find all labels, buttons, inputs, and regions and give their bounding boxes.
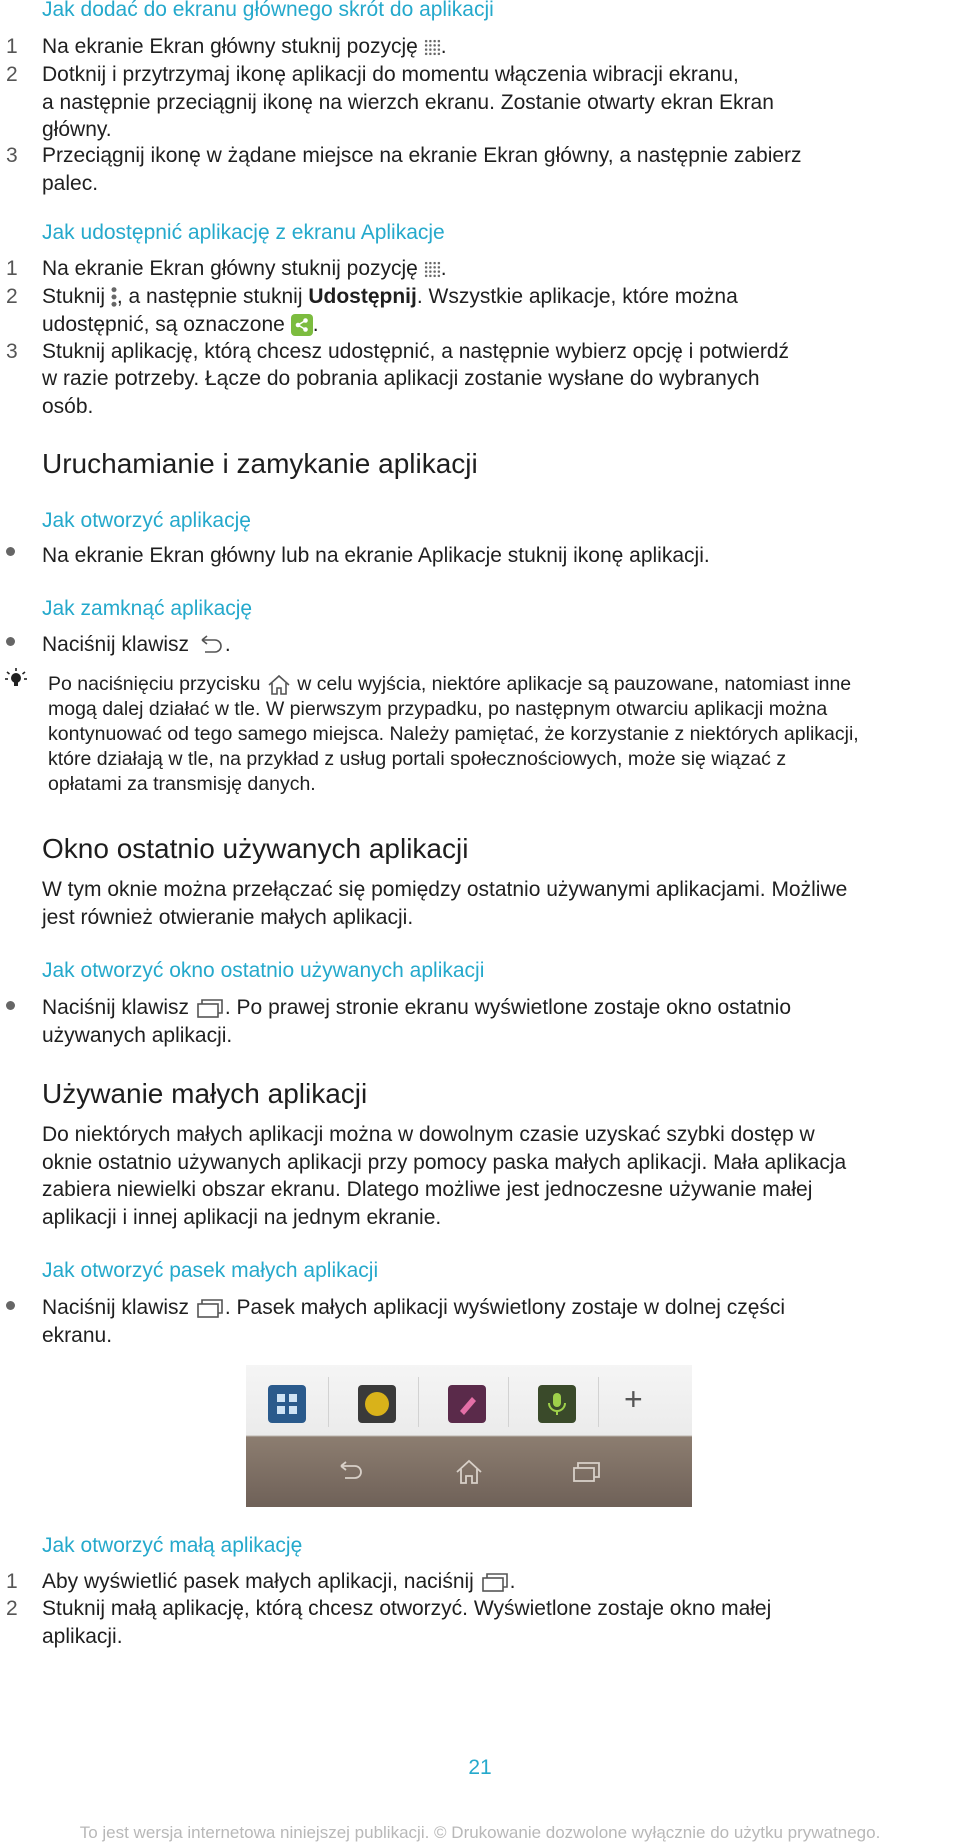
step-number: 2 xyxy=(6,63,18,86)
heading-add-shortcut: Jak dodać do ekranu głównego skrót do aplikacji xyxy=(42,0,494,21)
step-text: Stuknij , a następnie stuknij Udostępnij. Wszystkie aplikacje, które można xyxy=(42,285,738,308)
paragraph: aplikacji i innej aplikacji na jednym ekranie. xyxy=(42,1206,442,1229)
step-text: Na ekranie Ekran główny stuknij pozycję . xyxy=(42,35,447,58)
back-key-icon[interactable] xyxy=(334,1460,366,1484)
step-text: a następnie przeciągnij ikonę na wierzch ekranu. Zostanie otwarty ekran Ekran xyxy=(42,91,774,114)
timer-app-icon[interactable] xyxy=(358,1385,396,1423)
step-number: 3 xyxy=(6,340,18,363)
bullet-text: Na ekranie Ekran główny lub na ekranie Aplikacje stuknij ikonę aplikacji. xyxy=(42,544,710,567)
section-title-launch-close: Uruchamianie i zamykanie aplikacji xyxy=(42,448,478,479)
step-number: 1 xyxy=(6,257,18,280)
notes-app-icon[interactable] xyxy=(448,1385,486,1423)
step-number: 3 xyxy=(6,144,18,167)
recent-apps-key-icon[interactable] xyxy=(571,1460,603,1484)
voice-recorder-app-icon[interactable] xyxy=(538,1385,576,1423)
back-key-icon xyxy=(195,634,225,656)
step-text: Aby wyświetlić pasek małych aplikacji, naciśnij . xyxy=(42,1570,516,1593)
bullet-dot xyxy=(6,637,15,646)
step-text: palec. xyxy=(42,172,99,195)
step-text: udostępnić, są oznaczone . xyxy=(42,313,319,336)
share-icon xyxy=(291,314,313,336)
paragraph: oknie ostatnio używanych aplikacji przy pomocy paska małych aplikacji. Mała aplikacja xyxy=(42,1151,847,1174)
heading-close-app: Jak zamknąć aplikację xyxy=(42,597,253,620)
heading-open-recent: Jak otworzyć okno ostatnio używanych aplikacji xyxy=(42,959,485,982)
heading-open-app: Jak otworzyć aplikację xyxy=(42,509,251,532)
add-small-app-button[interactable]: + xyxy=(624,1381,643,1417)
bullet-text: Naciśnij klawisz . xyxy=(42,633,231,656)
bullet-text: Naciśnij klawisz . Pasek małych aplikacji wyświetlony zostaje w dolnej części xyxy=(42,1296,786,1319)
step-number: 1 xyxy=(6,1570,18,1593)
heading-open-small-app: Jak otworzyć małą aplikację xyxy=(42,1534,303,1557)
paragraph: zabiera niewielki obszar ekranu. Dlatego możliwe jest jednoczesne używanie małej xyxy=(42,1178,813,1201)
apps-grid-icon xyxy=(424,39,441,56)
heading-open-small-apps-bar: Jak otworzyć pasek małych aplikacji xyxy=(42,1259,379,1282)
paragraph: jest również otwieranie małych aplikacji. xyxy=(42,906,414,929)
step-number: 2 xyxy=(6,1597,18,1620)
step-text: Dotknij i przytrzymaj ikonę aplikacji do momentu włączenia wibracji ekranu, xyxy=(42,63,739,86)
small-apps-bar-screenshot xyxy=(246,1365,692,1507)
section-title-small-apps: Używanie małych aplikacji xyxy=(42,1078,368,1109)
bullet-dot xyxy=(6,547,15,556)
bullet-text: używanych aplikacji. xyxy=(42,1024,233,1047)
home-key-icon xyxy=(266,673,292,697)
apps-grid-icon xyxy=(424,261,441,278)
step-text: aplikacji. xyxy=(42,1625,123,1648)
footer-notice: To jest wersja internetowa niniejszej publikacji. © Drukowanie dozwolone wyłącznie do użytku prywatnego. xyxy=(79,1823,881,1842)
tip-text: mogą dalej działać w tle. W pierwszym przypadku, po następnym otwarciu aplikacji można xyxy=(48,698,828,720)
step-text: osób. xyxy=(42,395,94,418)
paragraph: W tym oknie można przełączać się pomiędzy ostatnio używanymi aplikacjami. Możliwe xyxy=(42,878,848,901)
bullet-dot xyxy=(6,1001,15,1010)
step-text: Przeciągnij ikonę w żądane miejsce na ekranie Ekran główny, a następnie zabierz xyxy=(42,144,802,167)
bullet-dot xyxy=(6,1301,15,1310)
step-number: 2 xyxy=(6,285,18,308)
step-text: Stuknij małą aplikację, którą chcesz otworzyć. Wyświetlone zostaje okno małej xyxy=(42,1597,772,1620)
home-key-icon[interactable] xyxy=(454,1458,484,1486)
recent-apps-key-icon xyxy=(195,997,225,1019)
step-text: w razie potrzeby. Łącze do pobrania aplikacji zostanie wysłane do wybranych xyxy=(42,367,760,390)
section-title-recent-apps: Okno ostatnio używanych aplikacji xyxy=(42,833,469,864)
step-text: główny. xyxy=(42,118,112,141)
tip-text: kontynuować od tego samego miejsca. Należy pamiętać, że korzystanie z niektórych aplikacji, xyxy=(48,723,859,745)
step-text: Stuknij aplikację, którą chcesz udostępnić, a następnie wybierz opcję i potwierdź xyxy=(42,340,790,363)
bullet-text: Naciśnij klawisz . Po prawej stronie ekranu wyświetlone zostaje okno ostatnio xyxy=(42,996,792,1019)
tip-lightbulb-icon xyxy=(4,667,28,691)
bullet-text: ekranu. xyxy=(42,1324,113,1347)
menu-dots-icon xyxy=(111,286,117,308)
calculator-app-icon[interactable] xyxy=(268,1385,306,1423)
paragraph: Do niektórych małych aplikacji można w dowolnym czasie uzyskać szybki dostęp w xyxy=(42,1123,815,1146)
recent-apps-key-icon xyxy=(480,1571,510,1593)
step-text: Na ekranie Ekran główny stuknij pozycję . xyxy=(42,257,447,280)
step-number: 1 xyxy=(6,35,18,58)
page-number: 21 xyxy=(468,1756,492,1779)
recent-apps-key-icon xyxy=(195,1297,225,1319)
tip-text: Po naciśnięciu przycisku w celu wyjścia, niektóre aplikacje są pauzowane, natomiast inne xyxy=(48,673,852,695)
tip-text: opłatami za transmisję danych. xyxy=(48,773,316,795)
heading-share-app: Jak udostępnić aplikację z ekranu Aplikacje xyxy=(42,221,445,244)
tip-text: które działają w tle, na przykład z usług portali społecznościowych, może się wiązać z xyxy=(48,748,787,770)
